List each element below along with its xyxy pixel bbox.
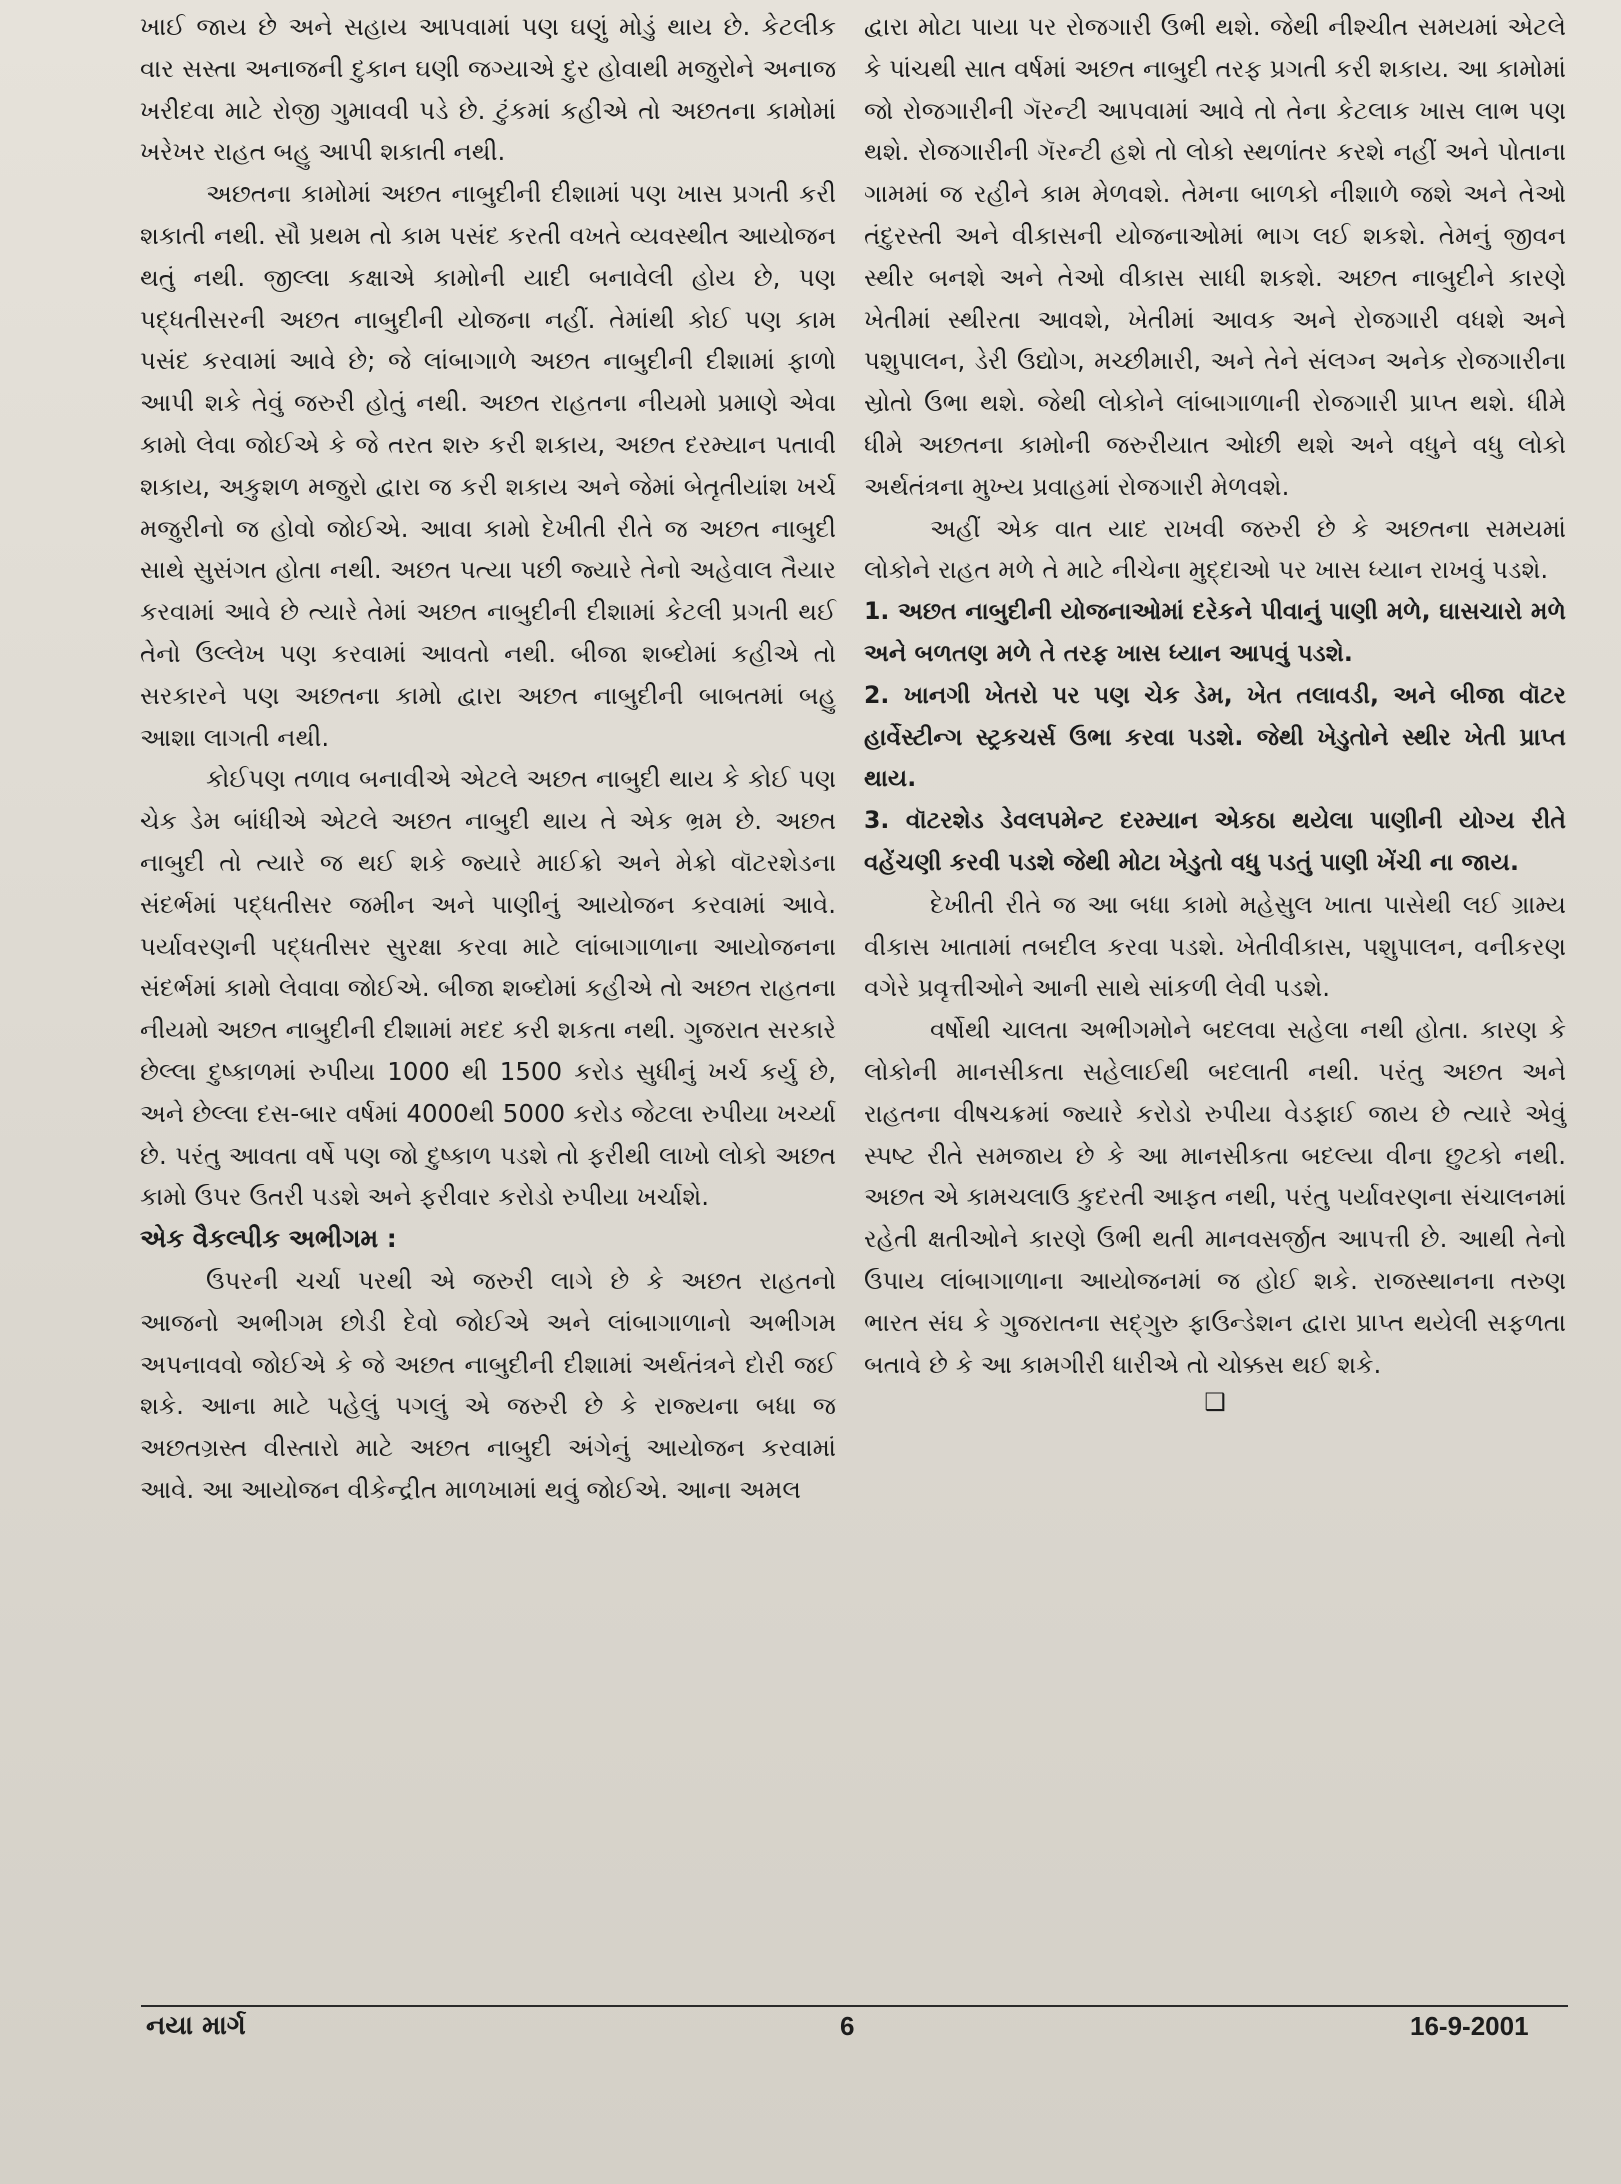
page-number: 6 — [840, 2011, 855, 2041]
section-heading: એક વૈકલ્પીક અભીગમ : — [140, 1224, 397, 1254]
right-column — [864, 6, 1566, 1419]
numbered-point: 3. વૉટરશેડ ડેવલપમેન્ટ દરમ્યાન એકઠા થયેલા પાણીની યોગ્ય રીતે વહેંચણી કરવી પડશે જેથી મોટા ખેડુતો વધુ પડતું પાણી ખેંચી ના જાય. — [864, 806, 1566, 876]
paragraph: અછતના કામોમાં અછત નાબુદીની દીશામાં પણ ખાસ પ્રગતી કરી શકાતી નથી. સૌ પ્રથમ તો કામ પસંદ કરતી વખતે વ્યવસ્થીત આયોજન થતું નથી. જીલ્લા કક્ષાએ કામોની યાદી બનાવેલી હોય છે, પણ પદ્ધતીસરની અછત નાબુદીની યોજના નહીં. તેમાંથી કોઈ પણ કામ પસંદ કરવામાં આવે છે; જે લાંબાગાળે અછત નાબુદીની દીશામાં ફાળો આપી શકે તેવું જરુરી હોતું નથી. અછત રાહતના નીયમો પ્રમાણે એવા કામો લેવા જોઈએ કે જે તરત શરુ કરી શકાય, અછત દરમ્યાન પતાવી શકાય, અકુશળ મજુરો દ્વારા જ કરી શકાય અને જેમાં બેતૃતીયાંશ ખર્ચ મજુરીનો જ હોવો જોઈએ. આવા કામો દેખીતી રીતે જ અછત નાબુદી સાથે સુસંગત હોતા નથી. અછત પત્યા પછી જ્યારે તેનો અહેવાલ તૈયાર કરવામાં આવે છે ત્યારે તેમાં અછત નાબુદીની દીશામાં કેટલી પ્રગતી થઈ તેનો ઉલ્લેખ પણ કરવામાં આવતો નથી. બીજા શબ્દોમાં કહીએ તો સરકારને પણ અછતના કામો દ્વારા અછત નાબુદીની બાબતમાં બહુ આશા લાગતી નથી. — [140, 179, 836, 752]
issue-date: 16-9-2001 — [1410, 2011, 1529, 2041]
footer-divider — [141, 2005, 1568, 2007]
paragraph: દ્વારા મોટા પાયા પર રોજગારી ઉભી થશે. જેથી નીશ્ચીત સમયમાં એટલે કે પાંચથી સાત વર્ષમાં અછત નાબુદી તરફ પ્રગતી કરી શકાય. આ કામોમાં જો રોજગારીની ગૅરન્ટી આપવામાં આવે તો તેના કેટલાક ખાસ લાભ પણ થશે. રોજગારીની ગૅરન્ટી હશે તો લોકો સ્થળાંતર કરશે નહીં અને પોતાના ગામમાં જ રહીને કામ મેળવશે. તેમના બાળકો નીશાળે જશે અને તેઓ તંદુરસ્તી અને વીકાસની યોજનાઓમાં ભાગ લઈ શકશે. તેમનું જીવન સ્થીર બનશે અને તેઓ વીકાસ સાધી શકશે. અછત નાબુદીને કારણે ખેતીમાં સ્થીરતા આવશે, ખેતીમાં આવક અને રોજગારી વધશે અને પશુપાલન, ડેરી ઉદ્યોગ, મચ્છીમારી, અને તેને સંલગ્ન અનેક રોજગારીના સ્રોતો ઉભા થશે. જેથી લોકોને લાંબાગાળાની રોજગારી પ્રાપ્ત થશે. ધીમે ધીમે અછતના કામોની જરુરીયાત ઓછી થશે અને વધુને વધુ લોકો અર્થતંત્રના મુખ્ય પ્રવાહમાં રોજગારી મેળવશે. — [864, 12, 1566, 501]
paragraph: ઉપરની ચર્ચા પરથી એ જરુરી લાગે છે કે અછત રાહતનો આજનો અભીગમ છોડી દેવો જોઈએ અને લાંબાગાળાનો અભીગમ અપનાવવો જોઈએ કે જે અછત નાબુદીની દીશામાં અર્થતંત્રને દોરી જઈ શકે. આના માટે પહેલું પગલું એ જરુરી છે કે રાજ્યના બધા જ અછતગ્રસ્ત વીસ્તારો માટે અછત નાબુદી અંગેનું આયોજન કરવામાં આવે. આ આયોજન વીકેન્દ્રીત માળખામાં થવું જોઈએ. આના અમલ — [140, 1265, 836, 1504]
paragraph: વર્ષોથી ચાલતા અભીગમોને બદલવા સહેલા નથી હોતા. કારણ કે લોકોની માનસીકતા સહેલાઈથી બદલાતી નથી. પરંતુ અછત અને રાહતના વીષચક્રમાં જ્યારે કરોડો રુપીયા વેડફાઈ જાય છે ત્યારે એવું સ્પષ્ટ રીતે સમજાય છે કે આ માનસીકતા બદલ્યા વીના છુટકો નથી. અછત એ કામચલાઉ કુદરતી આફત નથી, પરંતુ પર્યાવરણના સંચાલનમાં રહેતી ક્ષતીઓને કારણે ઉભી થતી માનવસર્જીત આપત્તી છે. આથી તેનો ઉપાય લાંબાગાળાના આયોજનમાં જ હોઈ શકે. રાજસ્થાનના તરુણ ભારત સંઘ કે ગુજરાતના સદ્‌ગુરુ ફાઉન્ડેશન દ્વારા પ્રાપ્ત થયેલી સફળતા બતાવે છે કે આ કામગીરી ધારીએ તો ચોક્કસ થઈ શકે. — [864, 1015, 1566, 1379]
paragraph: ખાઈ જાય છે અને સહાય આપવામાં પણ ઘણું મોડું થાય છે. કેટલીક વાર સસ્તા અનાજની દુકાન ઘણી જગ્યાએ દુર હોવાથી મજુરોને અનાજ ખરીદવા માટે રોજી ગુમાવવી પડે છે. ટુંકમાં કહીએ તો અછતના કામોમાં ખરેખર રાહત બહુ આપી શકાતી નથી. — [140, 12, 836, 167]
paragraph: અહીં એક વાત યાદ રાખવી જરુરી છે કે અછતના સમયમાં લોકોને રાહત મળે તે માટે નીચેના મુદ્દાઓ પર ખાસ ધ્યાન રાખવું પડશે. — [864, 513, 1566, 585]
numbered-point: 2. ખાનગી ખેતરો પર પણ ચેક ડેમ, ખેત તલાવડી, અને બીજા વૉટર હાર્વેસ્ટીન્ગ સ્ટ્રકચર્સ ઉભા કરવા પડશે. જેથી ખેડુતોને સ્થીર ખેતી પ્રાપ્ત થાય. — [864, 680, 1566, 793]
left-column — [140, 6, 836, 1511]
end-of-article-icon: ❑ — [1204, 1388, 1226, 1417]
numbered-point: 1. અછત નાબુદીની યોજનાઓમાં દરેકને પીવાનું પાણી મળે, ઘાસચારો મળે અને બળતણ મળે તે તરફ ખાસ ધ્યાન આપવું પડશે. — [864, 597, 1566, 667]
paragraph: દેખીતી રીતે જ આ બધા કામો મહેસુલ ખાતા પાસેથી લઈ ગ્રામ્ય વીકાસ ખાતામાં તબદીલ કરવા પડશે. ખેતીવીકાસ, પશુપાલન, વનીકરણ વગેરે પ્રવૃત્તીઓને આની સાથે સાંકળી લેવી પડશે. — [864, 889, 1566, 1003]
publication-name: નયા માર્ગ — [146, 2011, 246, 2041]
paragraph: કોઈપણ તળાવ બનાવીએ એટલે અછત નાબુદી થાય કે કોઈ પણ ચેક ડેમ બાંધીએ એટલે અછત નાબુદી થાય તે એક ભ્રમ છે. અછત નાબુદી તો ત્યારે જ થઈ શકે જ્યારે માઈક્રો અને મેક્રો વૉટરશેડના સંદર્ભમાં પદ્ધતીસર જમીન અને પાણીનું આયોજન કરવામાં આવે. પર્યાવરણની પદ્ધતીસર સુરક્ષા કરવા માટે લાંબાગાળાના આયોજનના સંદર્ભમાં કામો લેવાવા જોઈએ. બીજા શબ્દોમાં કહીએ તો અછત રાહતના નીયમો અછત નાબુદીની દીશામાં મદદ કરી શકતા નથી. ગુજરાત સરકારે છેલ્લા દુષ્કાળમાં રુપીયા 1000 થી 1500 કરોડ સુધીનું ખર્ચ કર્યુ છે, અને છેલ્લા દસ-બાર વર્ષમાં 4000થી 5000 કરોડ જેટલા રુપીયા ખર્ચ્યા છે. પરંતુ આવતા વર્ષે પણ જો દુષ્કાળ પડશે તો ફરીથી લાખો લોકો અછત કામો ઉપર ઉતરી પડશે અને ફરીવાર કરોડો રુપીયા ખર્ચાશે. — [140, 764, 836, 1212]
